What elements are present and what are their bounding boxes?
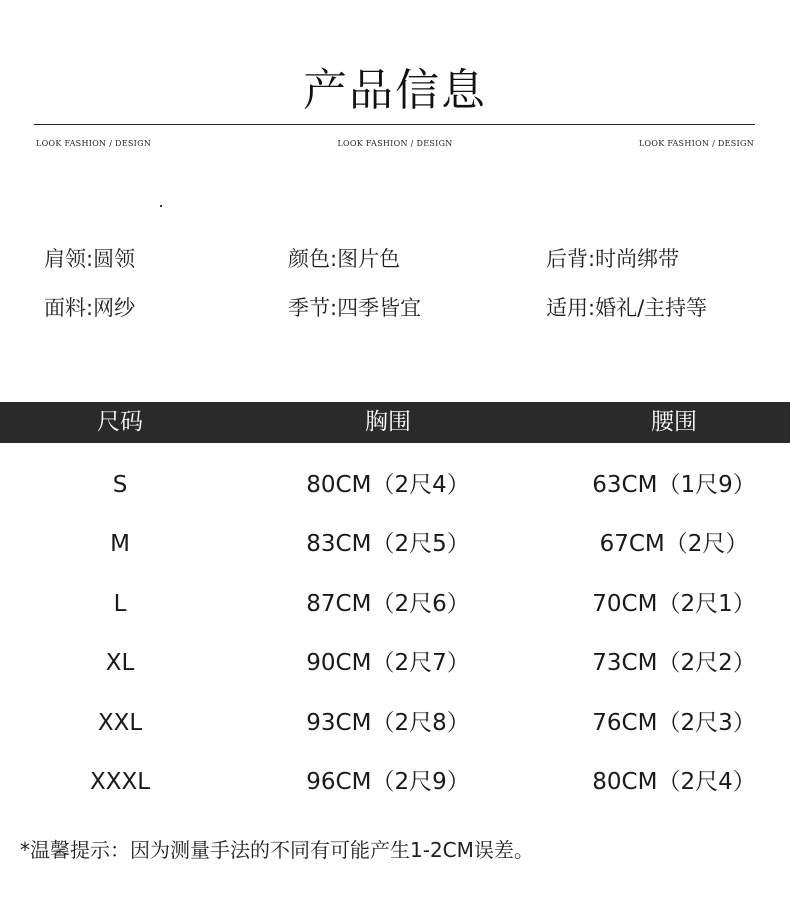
bust-cell: 96CM（2尺9）	[306, 769, 470, 795]
table-row	[0, 708, 790, 738]
waist-cell: 76CM（2尺3）	[592, 710, 756, 736]
size-cell: XXXL	[89, 769, 151, 795]
attr-usage: 适用:婚礼/主持等	[546, 296, 708, 320]
waist-cell: 70CM（2尺1）	[592, 591, 756, 617]
size-cell: XL	[105, 650, 135, 676]
brand-tag-left: LOOK FASHION / DESIGN	[36, 139, 152, 148]
brand-tag-right: LOOK FASHION / DESIGN	[638, 139, 754, 148]
table-row	[0, 767, 790, 797]
waist-cell: 63CM（1尺9）	[592, 472, 756, 498]
bust-cell: 87CM（2尺6）	[306, 591, 470, 617]
size-cell: XXL	[97, 710, 143, 736]
table-row	[0, 470, 790, 500]
attr-season: 季节:四季皆宜	[288, 296, 422, 320]
header-waist: 腰围	[651, 409, 697, 435]
size-cell: M	[110, 531, 130, 557]
title-divider	[34, 124, 755, 125]
bust-cell: 93CM（2尺8）	[306, 710, 470, 736]
attr-collar: 肩领:圆领	[44, 247, 136, 271]
measurement-note: *温馨提示：因为测量手法的不同有可能产生1-2CM误差。	[20, 838, 534, 862]
bust-cell: 80CM（2尺4）	[306, 472, 470, 498]
table-row	[0, 589, 790, 619]
waist-cell: 67CM（2尺）	[599, 531, 749, 557]
attr-back: 后背:时尚绑带	[546, 247, 680, 271]
size-cell: S	[112, 472, 128, 498]
bust-cell: 83CM（2尺5）	[306, 531, 470, 557]
page-title: 产品信息	[303, 65, 487, 116]
brand-tag-center: LOOK FASHION / DESIGN	[337, 139, 453, 148]
decorative-dot	[160, 205, 162, 207]
waist-cell: 73CM（2尺2）	[592, 650, 756, 676]
header-size: 尺码	[97, 409, 143, 435]
attr-fabric: 面料:网纱	[44, 296, 136, 320]
size-table-header	[0, 402, 790, 443]
size-cell: L	[113, 591, 127, 617]
header-bust: 胸围	[365, 409, 411, 435]
table-row	[0, 529, 790, 559]
attr-color: 颜色:图片色	[288, 247, 401, 271]
waist-cell: 80CM（2尺4）	[592, 769, 756, 795]
table-row	[0, 648, 790, 678]
bust-cell: 90CM（2尺7）	[306, 650, 470, 676]
